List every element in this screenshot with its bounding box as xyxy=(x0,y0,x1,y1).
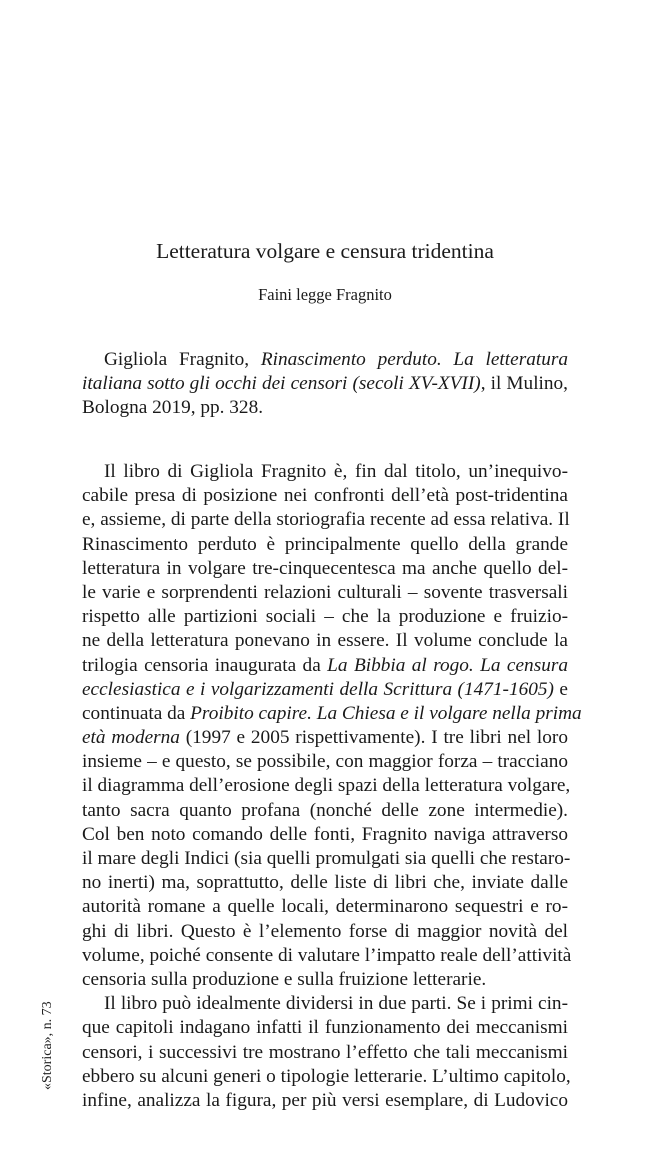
paragraph-line xyxy=(82,654,568,678)
paragraph-line xyxy=(82,629,568,653)
text-segment: censori, i successivi tre mostrano l’effetto che tali meccanismi xyxy=(82,1041,568,1063)
article-subtitle: Faini legge Fragnito xyxy=(258,285,392,304)
text-segment: trilogia censoria inaugurata da xyxy=(82,654,328,676)
journal-footer: «Storica», n. 73 xyxy=(40,1001,55,1090)
text-segment: (1997 e 2005 rispettivamente). I tre libri nel loro xyxy=(179,727,568,749)
text-segment: rispetto alle partizioni sociali – che la produzione e fruizio- xyxy=(82,606,568,628)
paragraph-line xyxy=(82,774,571,798)
paragraph-line xyxy=(82,823,568,847)
review-body xyxy=(82,460,582,1113)
text-segment: le varie e sorprendenti relazioni culturali – sovente trasversali xyxy=(82,581,568,603)
paragraph-line xyxy=(82,920,568,944)
paragraph-line xyxy=(82,678,568,702)
text-segment: autorità romane a quelle locali, determinarono sequestri e ro- xyxy=(82,896,568,918)
italic-text-segment: età moderna xyxy=(82,727,180,749)
text-segment: cabile presa di posizione nei confronti dell’età post-tridentina xyxy=(82,485,568,507)
text-segment: letteratura in volgare tre-cinquecentesca ma anche quello del- xyxy=(82,557,568,579)
italic-text-segment: La Bibbia al rogo. La censura xyxy=(327,654,568,676)
text-segment: il mare degli Indici (sia quelli promulgati sia quelli che restaro- xyxy=(82,848,571,869)
paragraph-line xyxy=(82,1065,571,1089)
paragraph-line xyxy=(82,726,568,750)
text-segment: insieme – e questo, se possibile, con maggior forza – tracciano xyxy=(82,751,568,773)
text-segment: ghi di libri. Questo è l’elemento forse di maggior novità del xyxy=(82,920,568,942)
biblio-line xyxy=(82,348,568,372)
italic-text-segment: ecclesiastica e i volgarizzamenti della Scrittura (1471-1605) xyxy=(82,678,554,700)
text-segment: il diagramma dell’erosione degli spazi della letteratura volgare, xyxy=(82,775,571,797)
text-segment: Rinascimento perduto è principalmente quello della grande xyxy=(82,533,568,555)
text-segment: Il libro di Gigliola Fragnito è, fin dal titolo, un’inequivo- xyxy=(104,461,568,482)
italic-text-segment: Rinascimento perduto. La letteratura xyxy=(260,349,568,370)
text-segment: que capitoli indagano infatti il funzionamento dei meccanismi xyxy=(82,1017,568,1039)
text-segment: e, assieme, di parte della storiografia recente ad essa relativa. Il xyxy=(82,509,570,531)
text-segment: no inerti) ma, soprattutto, delle liste di libri che, inviate dalle xyxy=(82,872,568,894)
paragraph-line xyxy=(82,533,568,557)
paragraph-line xyxy=(82,1041,568,1065)
paragraph-line xyxy=(82,847,571,871)
text-segment: ebbero su alcuni generi o tipologie letterarie. L’ultimo capitolo, xyxy=(82,1065,571,1087)
bibliographic-reference xyxy=(82,348,568,421)
text-segment: tanto sacra quanto profana (nonché delle zone intermedie). xyxy=(82,799,568,821)
paragraph-line xyxy=(82,992,568,1016)
text-segment: e xyxy=(553,678,568,700)
paragraph-line xyxy=(82,460,568,484)
paragraph-line xyxy=(82,605,568,629)
text-segment: , il Mulino, xyxy=(480,373,569,395)
text-segment: Il libro può idealmente dividersi in due parti. Se i primi cin- xyxy=(104,993,568,1015)
paragraph-line xyxy=(82,944,572,968)
text-segment: continuata da xyxy=(82,702,191,724)
biblio-line xyxy=(82,396,568,420)
italic-text-segment: italiana sotto gli occhi dei censori (secoli XV-XVII) xyxy=(82,373,481,395)
text-segment: censoria sulla produzione e sulla fruizione letterarie. xyxy=(82,968,487,990)
biblio-line xyxy=(82,372,568,396)
paragraph-line xyxy=(82,968,568,992)
paragraph-line xyxy=(82,895,568,919)
text-segment: ne della letteratura ponevano in essere. Il volume conclude la xyxy=(82,630,568,652)
text-segment: Bologna 2019, pp. 328. xyxy=(82,397,264,419)
text-segment: volume, poiché consente di valutare l’impatto reale dell’attività xyxy=(82,944,572,966)
text-segment: Col ben noto comando delle fonti, Fragnito naviga attraverso xyxy=(82,823,568,845)
paragraph-line xyxy=(82,1089,568,1113)
paragraph-line xyxy=(82,702,582,726)
italic-text-segment: Proibito capire. La Chiesa e il volgare nella prima xyxy=(190,702,582,724)
paragraph-line xyxy=(82,750,568,774)
paragraph-line xyxy=(82,557,568,581)
paragraph-line xyxy=(82,799,568,823)
paragraph-line xyxy=(82,508,568,532)
paragraph-line xyxy=(82,484,568,508)
paragraph-line xyxy=(82,581,568,605)
article-title: Letteratura volgare e censura tridentina xyxy=(156,239,494,263)
text-segment: Gigliola Fragnito, xyxy=(104,349,261,370)
paragraph-line xyxy=(82,1016,568,1040)
text-segment: infine, analizza la figura, per più versi esemplare, di Ludovico xyxy=(82,1089,568,1111)
paragraph-line xyxy=(82,871,568,895)
